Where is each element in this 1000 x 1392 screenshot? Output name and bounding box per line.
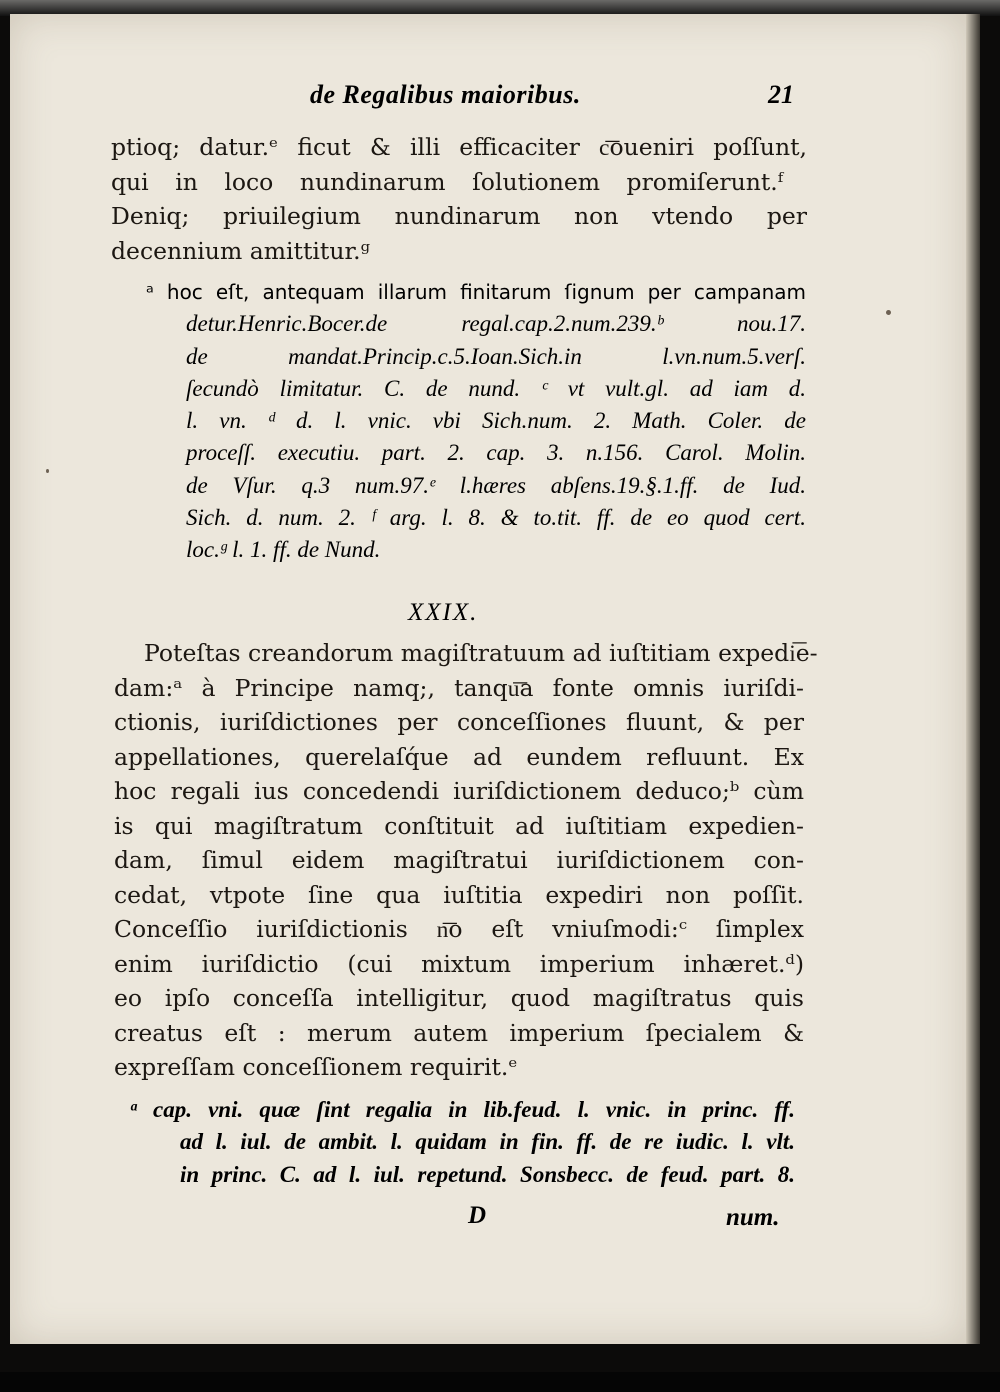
footnote-line: in princ. C. ad l. iul. repetund. Sonsbecc. de feud. part. 8. xyxy=(180,1161,795,1187)
footnote-line: l. vn. ᵈ d. l. vnic. vbi Sich.num. 2. Math. Coler. de xyxy=(186,408,806,434)
footnote-line: proceſſ. executiu. part. 2. cap. 3. n.156. Carol. Molin. xyxy=(186,440,806,466)
text-line: decennium amittitur.ᵍ xyxy=(111,236,371,265)
signature-mark: D xyxy=(468,1202,487,1229)
footnotes-block-2 xyxy=(130,1094,795,1191)
footnote-line: ſecundò limitatur. C. de nund. ᶜ vt vult.gl. ad iam d. xyxy=(186,375,806,401)
footnote-line: de mandat.Princip.c.5.Ioan.Sich.in l.vn.num.5.verſ. xyxy=(186,343,806,369)
text-line: qui in loco nundinarum ſolutionem promiſerunt.ᶠ xyxy=(111,167,783,196)
text-line: enim iuriſdictio (cui mixtum imperium inhæret.ᵈ) xyxy=(114,949,804,978)
footnote-line: de Vſur. q.3 num.97.ᵉ l.hæres abſens.19.§.1.ff. de Iud. xyxy=(186,472,806,498)
text-line: Conceſſio iuriſdictionis n͞o eſt vniuſmodi:ᶜ ſimplex xyxy=(114,915,804,943)
text-line: is qui magiſtratum conſtituit ad iuſtitiam expedien- xyxy=(114,811,804,840)
paragraph-1 xyxy=(111,130,807,268)
section-number: XXIX. xyxy=(408,599,479,626)
footnote-line: ad l. iul. de ambit. l. quidam in fin. ff. de re iudic. l. vlt. xyxy=(180,1129,795,1155)
text-line: Poteſtas creandorum magiſtratuum ad iuſtitiam expedi͞e- xyxy=(144,639,818,667)
scan-bottom-edge xyxy=(0,1372,1000,1392)
text-line: cedat, vtpote ſine qua iuſtitia expediri non poſſit. xyxy=(114,880,804,909)
text-line: expreſſam conceſſionem requirit.ᵉ xyxy=(114,1053,518,1081)
running-head: de Regalibus maioribus. xyxy=(310,80,581,109)
footnote-line: ᵃ cap. vni. quæ ſint regalia in lib.feud. l. vnic. in princ. ff. xyxy=(130,1097,795,1122)
text-line: hoc regali ius concedendi iuriſdictionem deduco;ᵇ cùm xyxy=(114,777,804,805)
text-line: dam:ᵃ à Principe namq;, tanqu͞a fonte omnis iuriſdi- xyxy=(114,673,804,702)
footnote-line: detur.Henric.Bocer.de regal.cap.2.num.239.ᵇ nou.17. xyxy=(186,311,806,337)
page-number: 21 xyxy=(768,80,794,109)
footnote-line: Sich. d. num. 2. ᶠ arg. l. 8. & to.tit. ff. de eo quod cert. xyxy=(186,505,806,531)
footnote-line: loc.ᵍ l. 1. ff. de Nund. xyxy=(186,537,381,563)
paragraph-2 xyxy=(114,636,818,1085)
text-line: creatus eſt : merum autem imperium ſpecialem & xyxy=(114,1018,804,1047)
text-line: Deniq; priuilegium nundinarum non vtendo per xyxy=(111,202,807,230)
text-line: dam, ſimul eidem magiſtratui iuriſdictionem con- xyxy=(114,846,804,874)
page-gutter-shadow xyxy=(966,14,980,1344)
footnotes-block-1 xyxy=(146,276,806,567)
text-line: ctionis, iuriſdictiones per conceſſiones fluunt, & per xyxy=(114,708,804,736)
text-line: ptioq; datur.ᵉ ficut & illi efficaciter c͞oueniri poſſunt, xyxy=(111,133,807,161)
text-line: eo ipſo conceſſa intelligitur, quod magiſtratus quis xyxy=(114,984,804,1012)
catchword: num. xyxy=(726,1204,780,1231)
paper-speck xyxy=(46,469,49,473)
book-page xyxy=(10,14,966,1344)
text-line: appellationes, querelaſq́ue ad eundem refluunt. Ex xyxy=(114,742,804,771)
paper-speck xyxy=(886,310,891,315)
footnote-line: ᵃ hoc eſt, antequam illarum finitarum ſignum per campanam xyxy=(146,280,806,304)
